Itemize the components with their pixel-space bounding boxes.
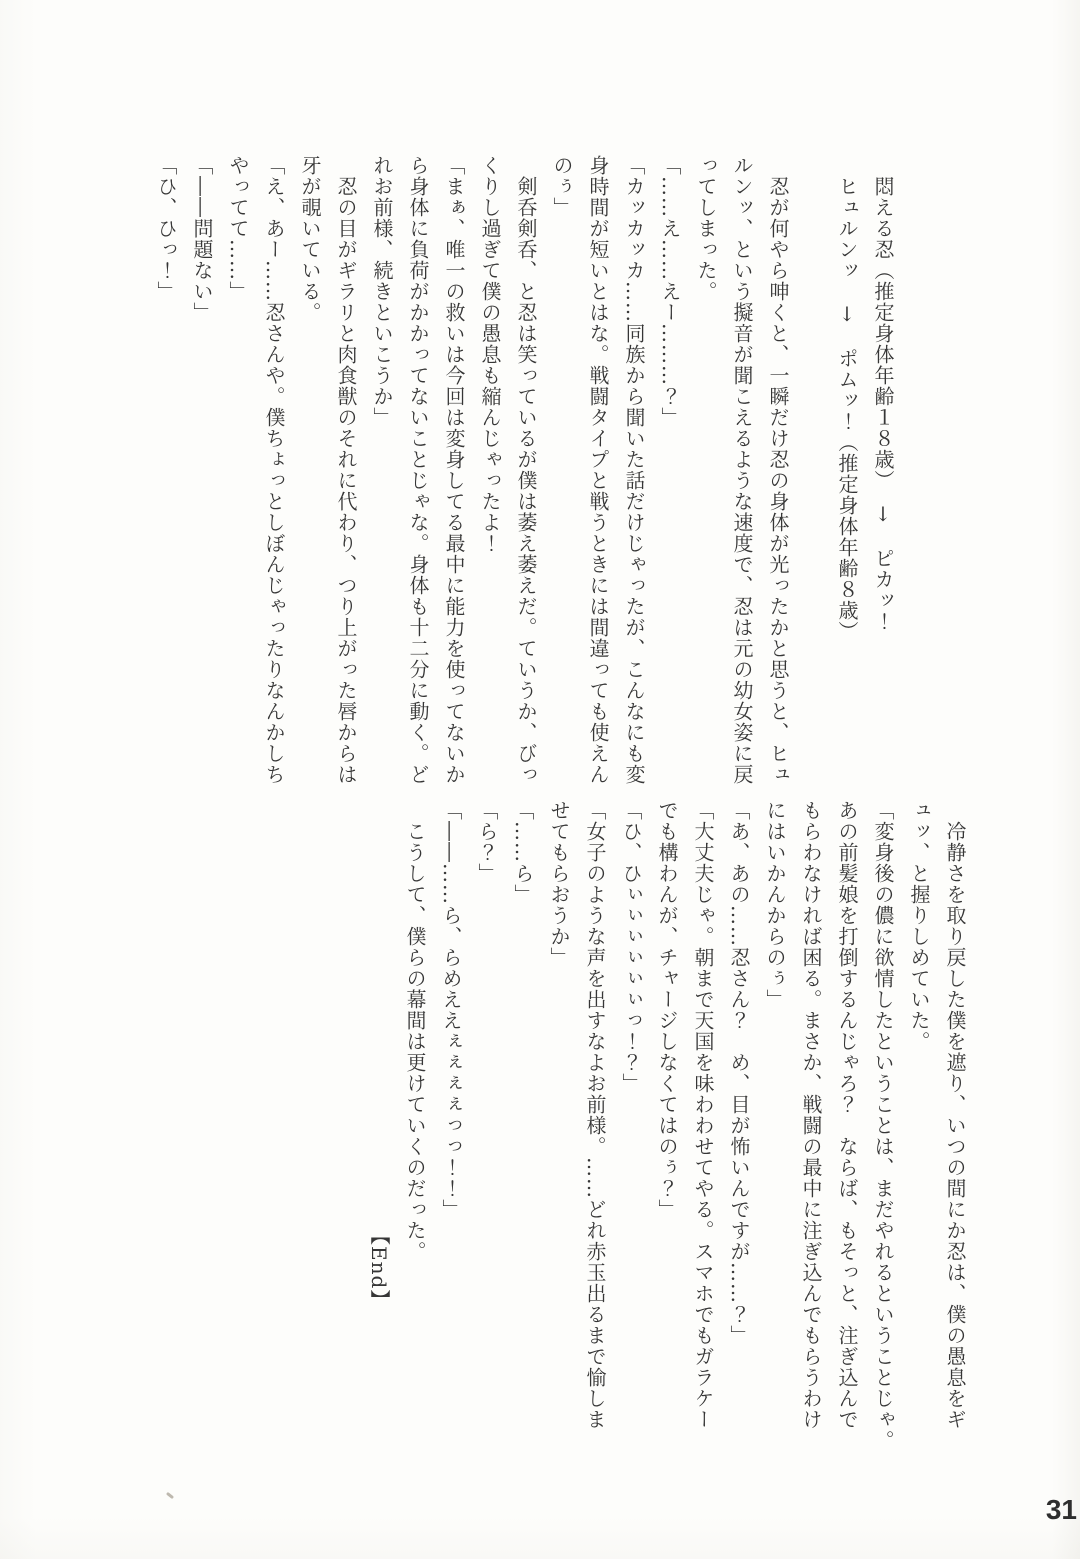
- narration-column: 忍の目がギラリと肉食獣のそれに代わり、つり上がった唇からは: [334, 155, 358, 785]
- dialogue-column: せてもらおうか」: [547, 800, 571, 968]
- dialogue-column: あの前髪娘を打倒するんじゃろ？ ならば、もそっと、注ぎ込んで: [835, 800, 859, 1430]
- dialogue-column: 「ひ、ひぃぃぃぃぃぃっ！？」: [619, 800, 643, 1094]
- dialogue-column: 「――……ら、らめええぇぇぇぇっっ！！」: [439, 800, 463, 1220]
- dialogue-column: 身時間が短いとはな。戦闘タイプと戦うときには間違っても使えん: [586, 155, 610, 785]
- page-number: 31: [1045, 1494, 1077, 1525]
- narration-column: くりし過ぎて僕の愚息も縮んじゃったよ！: [478, 155, 502, 554]
- sfx-line: [865, 155, 901, 803]
- dialogue-column: れお前様、続きといこうか」: [370, 155, 394, 428]
- down-arrow-icon: ↓: [835, 302, 859, 327]
- narration-column: 冷静さを取り戻した僕を遮り、いつの間にか忍は、僕の愚息をギ: [943, 800, 967, 1430]
- paper-speck: [166, 1492, 174, 1499]
- dialogue-column: 「え、あー……忍さんや。僕ちょっとしぼんじゃったりなんかしち: [262, 155, 286, 785]
- end-mark: 【End】: [367, 1225, 391, 1311]
- dialogue-column: 「――問題ない」: [190, 155, 214, 323]
- dialogue-column: 「あ、あの……忍さん？ め、目が怖いんですが……？」: [727, 800, 751, 1346]
- dialogue-column: のぅ」: [550, 155, 574, 218]
- sfx-text: ヒュルンッ: [835, 155, 859, 302]
- narration-column: ってしまった。: [694, 155, 718, 302]
- sfx-text: ピカッ！: [871, 527, 895, 632]
- dialogue-column: でも構わんが、チャージしなくてはのぅ？」: [655, 800, 679, 1220]
- dialogue-column: にはいかんからのぅ」: [763, 800, 787, 1010]
- dialogue-column: 「まぁ、唯一の救いは今回は変身してる最中に能力を使ってないか: [442, 155, 466, 785]
- dialogue-column: もらわなければ困る。まさか、戦闘の最中に注ぎ込んでもらうわけ: [799, 800, 823, 1430]
- dialogue-column: やってて……」: [226, 155, 250, 302]
- sfx-line: [829, 155, 865, 803]
- dialogue-column: 「……え……えー………？」: [658, 155, 682, 428]
- dialogue-column: 「カッカッカ……同族から聞いた話だけじゃったが、こんなにも変: [622, 155, 646, 785]
- narration-column: 忍が何やら呻くと、一瞬だけ忍の身体が光ったかと思うと、ヒュ: [766, 155, 790, 785]
- dialogue-column: ら身体に負荷がかかってないことじゃな。身体も十二分に動く。ど: [406, 155, 430, 785]
- dialogue-column: 「変身後の儂に欲情したということは、まだやれるということじゃ。: [871, 800, 895, 1451]
- narration-column: こうして、僕らの幕間は更けていくのだった。: [403, 800, 427, 1262]
- sfx-text: 悶える忍（推定身体年齢１８歳）: [871, 155, 895, 502]
- text-block-bottom: [361, 800, 973, 1460]
- down-arrow-icon: ↓: [871, 502, 895, 527]
- dialogue-column: 「大丈夫じゃ。朝まで天国を味わわせてやる。スマホでもガラケー: [691, 800, 715, 1430]
- narration-column: 剣呑剣呑、と忍は笑っているが僕は萎え萎えだ。ていうか、びっ: [514, 155, 538, 785]
- narration-column: 牙が覗いている。: [298, 155, 322, 323]
- sfx-text: ポムッ！（推定身体年齢８歳）: [835, 327, 859, 642]
- narration-column: ュッ、と握りしめていた。: [907, 800, 931, 1052]
- dialogue-column: 「ひ、ひっ！」: [154, 155, 178, 302]
- dialogue-column: 「ら？」: [475, 800, 499, 884]
- dialogue-column: 「……ら」: [511, 800, 535, 905]
- text-block-top: [148, 155, 901, 803]
- dialogue-column: 「女子のような声を出すなよお前様。……どれ赤玉出るまで愉しま: [583, 800, 607, 1430]
- narration-column: ルンッ、という擬音が聞こえるような速度で、忍は元の幼女姿に戻: [730, 155, 754, 785]
